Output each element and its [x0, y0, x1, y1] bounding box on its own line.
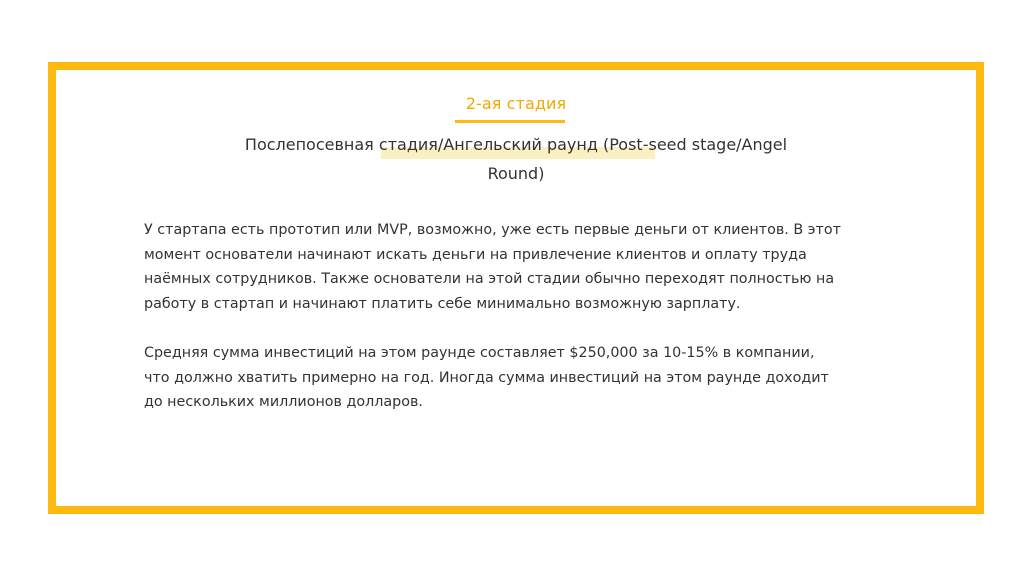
paragraph-description: У стартапа есть прототип или MVP, возможно, уже есть первые деньги от клиентов. В этот момент основатели начинают искать деньги на привлечение клиентов и оплату труда наёмных сотрудников. Также основатели на этой стадии обычно переходят полностью на работу в стартап и начинают платить себе минимально возможную зарплату.: [144, 222, 841, 312]
paragraph-investment-part3: в компании, что должно хватить примерно на год. Иногда сумма инвестиций на этом раунде доходит до нескольких миллионов долларов.: [144, 345, 829, 410]
stage-underline: [455, 120, 565, 123]
stage-label: 2-ая стадия: [465, 94, 567, 113]
body-text: [144, 218, 844, 415]
investment-amount: $250,000: [569, 345, 638, 361]
stage-title: Послепосевная стадия/Ангельский раунд (Post-seed stage/Angel Round): [244, 135, 788, 183]
equity-share: 10-15%: [663, 345, 719, 361]
content-frame: [48, 62, 984, 514]
paragraph-investment: [144, 341, 844, 415]
paragraph-investment-part1: Средняя сумма инвестиций на этом раунде составляет: [144, 345, 570, 361]
paragraph-investment-part2: за: [637, 345, 664, 361]
